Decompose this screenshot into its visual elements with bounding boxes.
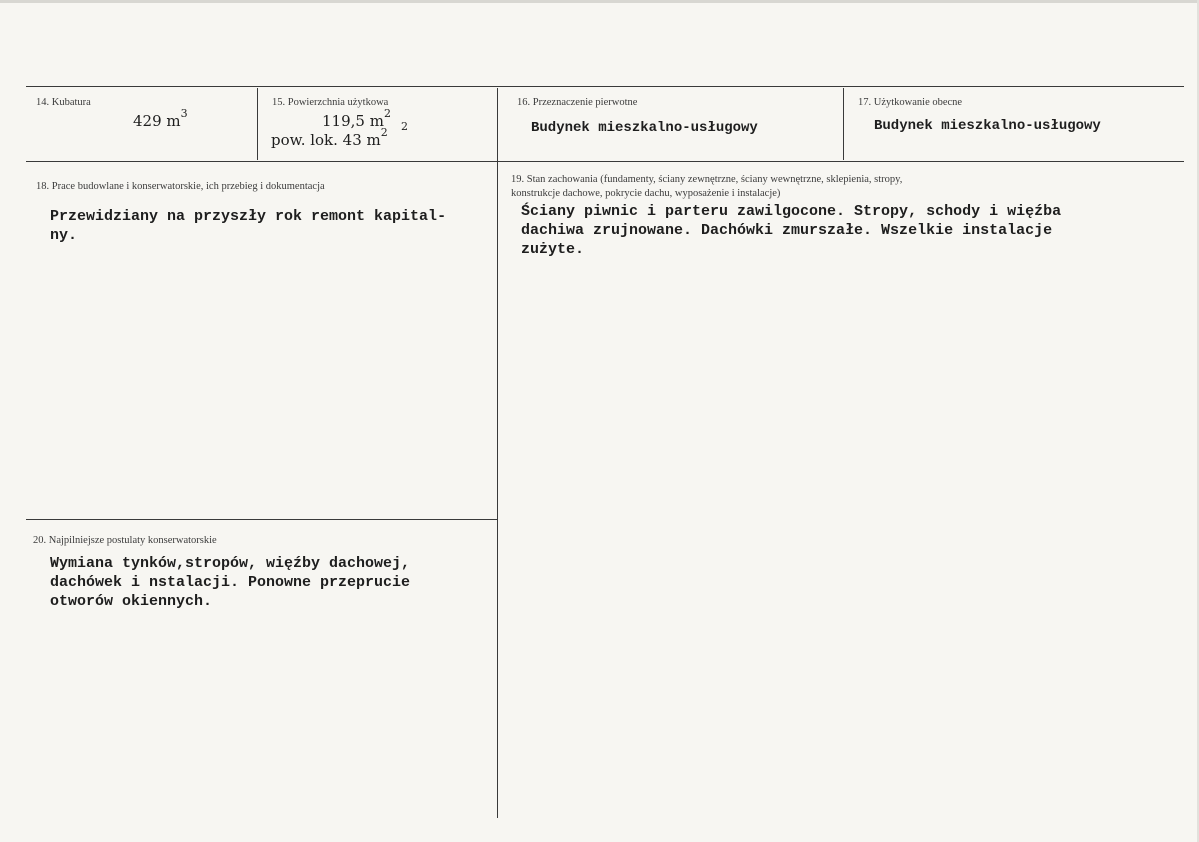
field19-line3: zużyte.	[521, 241, 585, 258]
divider-center	[497, 88, 498, 818]
field19-label-line1: 19. Stan zachowania (fundamenty, ściany zewnętrzne, ściany wewnętrzne, sklepienia, stropy,	[511, 174, 903, 185]
field16-value: Budynek mieszkalno-usługowy	[531, 120, 758, 136]
divider-14-15	[257, 88, 258, 160]
field14-label: 14. Kubatura	[36, 97, 91, 108]
field18-bottom-rule	[26, 519, 497, 520]
field19-line1: Ściany piwnic i parteru zawilgocone. Stropy, schody i więźba	[521, 203, 1062, 220]
field18-line1: Przewidziany na przyszły rok remont kapital-	[50, 208, 447, 225]
field20-line2: dachówek i nstalacji. Ponowne przeprucie	[50, 574, 411, 591]
field19-line2: dachiwa zrujnowane. Dachówki zmurszałe. Wszelkie instalacje	[521, 222, 1053, 239]
field17-label: 17. Użytkowanie obecne	[858, 97, 963, 108]
field18-label: 18. Prace budowlane i konserwatorskie, ich przebieg i dokumentacja	[36, 181, 325, 192]
row1-bottom-rule	[26, 161, 1184, 162]
field17-value: Budynek mieszkalno-usługowy	[874, 118, 1101, 134]
field15-local-area: pow. lok. 43 $m^2$	[271, 126, 388, 149]
field15-label: 15. Powierzchnia użytkowa	[272, 97, 389, 108]
divider-16-17	[843, 88, 844, 160]
field20-line3: otworów okiennych.	[50, 593, 213, 610]
field19-label-line2: konstrukcje dachowe, pokrycie dachu, wyposażenie i instalacje)	[511, 188, 781, 199]
field20-line1: Wymiana tynków,stropów, więźby dachowej,	[50, 555, 411, 572]
field14-value: 429 $m^3$	[133, 107, 188, 130]
field16-label: 16. Przeznaczenie pierwotne	[517, 97, 638, 108]
top-edge	[0, 0, 1199, 3]
field15-usable-area: 119,5 $m^2_2$	[322, 107, 408, 133]
field20-label: 20. Najpilniejsze postulaty konserwatorskie	[33, 535, 217, 546]
field18-line2: ny.	[50, 227, 78, 244]
top-rule	[26, 86, 1184, 87]
